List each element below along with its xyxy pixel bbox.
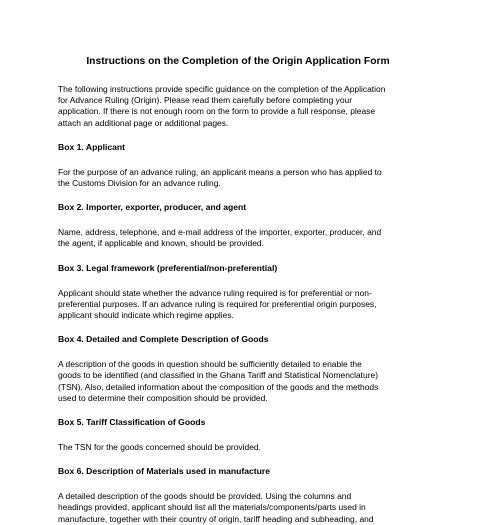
intro-line: application. If there is not enough room on the form to provide a full response, please bbox=[58, 106, 376, 117]
box-2-line: the agent, if applicable and known, should be provided. bbox=[58, 238, 264, 249]
box-4-text bbox=[58, 359, 418, 404]
box-1-heading: Box 1. Applicant bbox=[58, 141, 126, 152]
box-6-heading: Box 6. Description of Materials used in manufacture bbox=[58, 466, 271, 477]
box-6-line: A detailed description of the goods should be provided. Using the columns and bbox=[58, 491, 352, 502]
intro-line: The following instructions provide specific guidance on the completion of the Application bbox=[58, 84, 386, 94]
box-3-text bbox=[58, 288, 418, 322]
box-2-line: Name, address, telephone, and e-mail address of the importer, exporter, producer, and bbox=[58, 227, 382, 238]
intro-line: attach an additional page or additional pages. bbox=[58, 117, 229, 128]
intro-line: for Advance Ruling (Origin). Please read them carefully before completing your bbox=[58, 95, 353, 106]
box-6-line: manufacture, together with their country of origin, tariff heading and subheading, and bbox=[58, 513, 374, 524]
box-4-line: used to determine their composition should be provided. bbox=[58, 392, 268, 403]
box-4-line: (TSN). Also, detailed information about the composition of the goods and the methods bbox=[58, 381, 379, 392]
box-6-text bbox=[58, 491, 418, 525]
box-1-line: the Customs Division for an advance ruling. bbox=[58, 178, 221, 189]
box-2-heading: Box 2. Importer, exporter, producer, and agent bbox=[58, 202, 247, 213]
box-4-line: A description of the goods in question should be sufficiently detailed to enable the bbox=[58, 359, 362, 370]
box-2-text bbox=[58, 227, 418, 249]
box-3-line: applicant should indicate which regime applies. bbox=[58, 310, 234, 321]
box-6-line: headings provided, applicant should list all the materials/components/parts used in bbox=[58, 502, 366, 513]
document-title: Instructions on the Completion of the Origin Application Form bbox=[86, 56, 390, 67]
box-1-text bbox=[58, 167, 418, 189]
box-3-heading: Box 3. Legal framework (preferential/non-preferential) bbox=[58, 262, 278, 273]
box-4-heading: Box 4. Detailed and Complete Description of Goods bbox=[58, 334, 269, 345]
box-5-text bbox=[58, 442, 418, 453]
box-5-line: The TSN for the goods concerned should be provided. bbox=[58, 442, 261, 453]
box-3-line: Applicant should state whether the advance ruling required is for preferential or non- bbox=[58, 287, 372, 298]
box-5-heading: Box 5. Tariff Classification of Goods bbox=[58, 417, 206, 428]
intro-paragraph bbox=[58, 84, 418, 129]
box-3-line: preferential purposes. If an advance ruling is required for preferential origin purposes, bbox=[58, 298, 377, 309]
box-4-line: goods to be identified (and classified in the Ghana Tariff and Statistical Nomenclature) bbox=[58, 370, 379, 381]
box-1-line: For the purpose of an advance ruling, an applicant means a person who has applied to bbox=[58, 166, 382, 177]
